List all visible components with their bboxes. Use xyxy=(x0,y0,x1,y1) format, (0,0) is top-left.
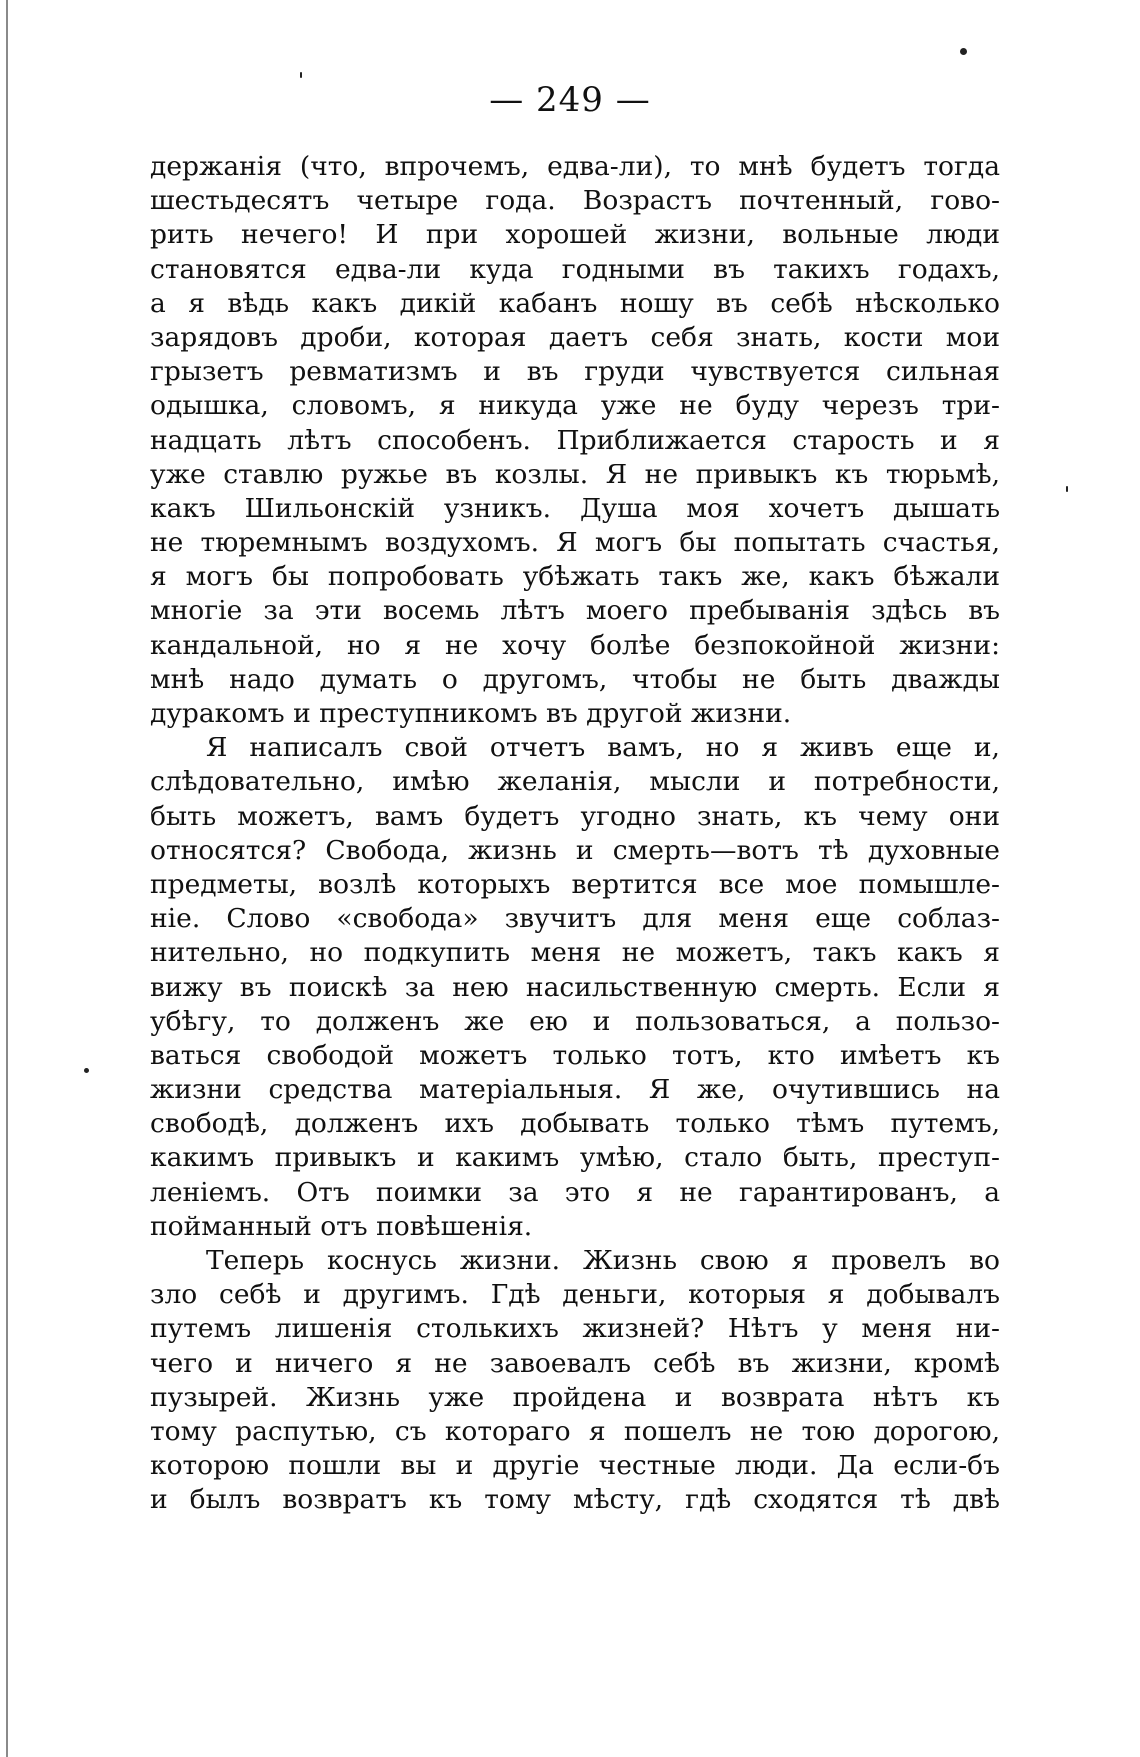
text-line: ніе. Слово «свобода» звучитъ для меня еще соблаз- xyxy=(150,903,1000,935)
page-body-text xyxy=(150,150,1000,1518)
paragraph-first-line: Теперь коснусь жизни. Жизнь свою я провелъ во xyxy=(206,1245,1000,1276)
text-line: предметы, возлѣ которыхъ вертится все мое помышле- xyxy=(150,868,1000,900)
paragraph-first-line: Я написалъ свой отчетъ вамъ, но я живъ еще и, xyxy=(206,732,1000,764)
text-line: уже ставлю ружье въ козлы. Я не привыкъ къ тюрьмѣ, xyxy=(150,458,1000,490)
text-line: которою пошли вы и другіе честные люди. Да если-бъ xyxy=(150,1450,1000,1482)
text-line: тому распутью, съ котораго я пошелъ не тою дорогою, xyxy=(150,1415,1000,1447)
text-line: рить нечего! И при хорошей жизни, вольные люди xyxy=(150,219,1000,251)
text-line: путемъ лишенія столькихъ жизней? Нѣтъ у меня ни- xyxy=(150,1313,1000,1345)
text-line: а я вѣдь какъ дикій кабанъ ношу въ себѣ нѣсколько xyxy=(150,287,1000,319)
text-line: я могъ бы попробовать убѣжать такъ же, какъ бѣжали xyxy=(150,561,1000,593)
text-line: одышка, словомъ, я никуда уже не буду черезъ три- xyxy=(150,390,1000,422)
text-line: какимъ привыкъ и какимъ умѣю, стало быть, преступ- xyxy=(150,1142,1000,1174)
text-line: быть можетъ, вамъ будетъ угодно знать, къ чему они xyxy=(150,800,1000,832)
ink-speck xyxy=(300,72,302,78)
text-line: чего и ничего я не завоевалъ себѣ въ жизни, кромѣ xyxy=(150,1347,1000,1379)
paragraph-last-line: дуракомъ и преступникомъ въ другой жизни. xyxy=(150,698,792,729)
text-line: пузырей. Жизнь уже пройдена и возврата нѣтъ къ xyxy=(150,1381,1000,1413)
text-line: грызетъ ревматизмъ и въ груди чувствуется сильная xyxy=(150,356,1000,388)
text-line: не тюремнымъ воздухомъ. Я могъ бы попытать счастья, xyxy=(150,527,1000,559)
paragraph-last-line: пойманный отъ повѣшенія. xyxy=(150,1210,533,1242)
text-line: зарядовъ дроби, которая даетъ себя знать, кости мои xyxy=(150,321,1000,353)
scan-edge-line xyxy=(6,0,8,1757)
text-line: ваться свободой можетъ только тотъ, кто имѣетъ къ xyxy=(150,1039,1000,1071)
text-line: жизни средства матеріальныя. Я же, очутившись на xyxy=(150,1074,1000,1106)
ink-speck xyxy=(960,48,967,55)
ink-speck xyxy=(1066,486,1068,492)
text-line: становятся едва-ли куда годными въ такихъ годахъ, xyxy=(150,253,1000,285)
text-line: убѣгу, то долженъ же ею и пользоваться, а пользо- xyxy=(150,1005,1000,1037)
text-line: слѣдовательно, имѣю желанія, мысли и потребности, xyxy=(150,766,1000,798)
text-line: леніемъ. Отъ поимки за это я не гарантированъ, а xyxy=(150,1176,1000,1208)
text-line: и былъ возвратъ къ тому мѣсту, гдѣ сходятся тѣ двѣ xyxy=(150,1484,1000,1516)
text-line: надцать лѣтъ способенъ. Приближается старость и я xyxy=(150,424,1000,456)
text-line: многіе за эти восемь лѣтъ моего пребыванія здѣсь въ xyxy=(150,595,1000,627)
ink-speck xyxy=(84,1068,89,1073)
text-line: мнѣ надо думать о другомъ, чтобы не быть дважды xyxy=(150,663,1000,695)
text-line: шестьдесятъ четыре года. Возрастъ почтенный, гово- xyxy=(150,185,1000,217)
text-line: свободѣ, долженъ ихъ добывать только тѣмъ путемъ, xyxy=(150,1108,1000,1140)
page-number: — 249 — xyxy=(489,80,651,120)
text-line: нительно, но подкупить меня не можетъ, такъ какъ я xyxy=(150,937,1000,969)
text-line: какъ Шильонскій узникъ. Душа моя хочетъ дышать xyxy=(150,492,1000,524)
text-line: держанія (что, впрочемъ, едва-ли), то мнѣ будетъ тогда xyxy=(150,151,1000,182)
text-line: зло себѣ и другимъ. Гдѣ деньги, которыя я добывалъ xyxy=(150,1279,1000,1311)
text-line: кандальной, но я не хочу болѣе безпокойной жизни: xyxy=(150,629,1000,661)
text-line: вижу въ поискѣ за нею насильственную смерть. Если я xyxy=(150,971,1000,1003)
text-line: относятся? Свобода, жизнь и смерть—вотъ тѣ духовные xyxy=(150,834,1000,866)
